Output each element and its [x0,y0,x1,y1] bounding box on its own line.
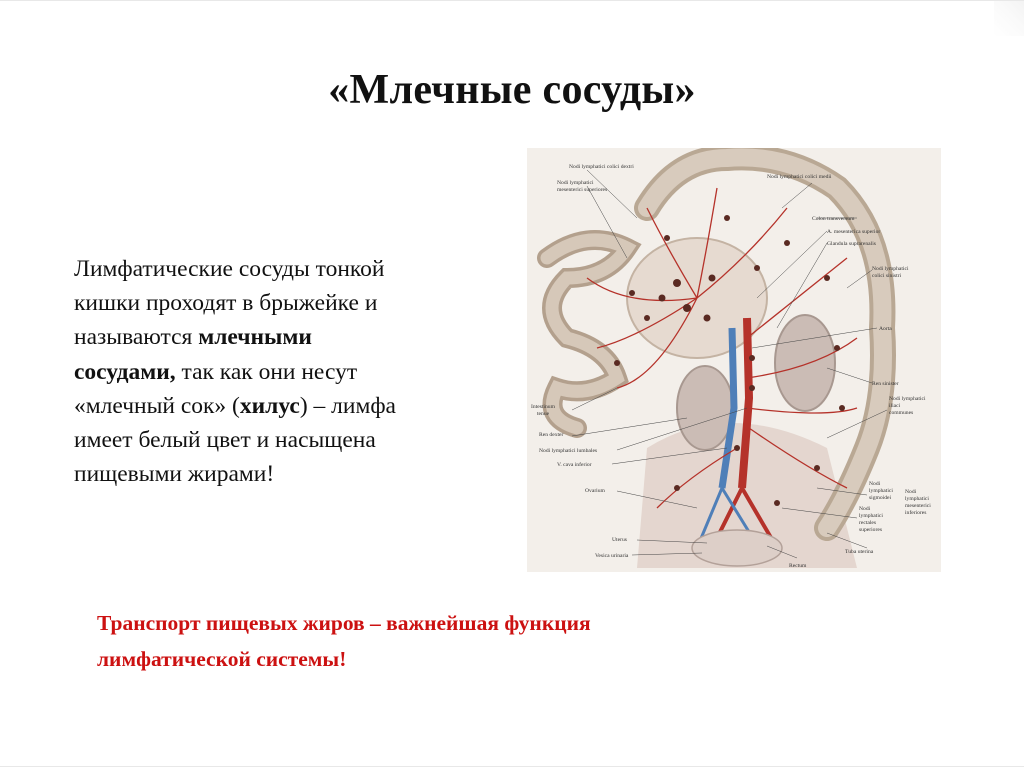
figure-label: inferiores [905,510,927,516]
figure-label: Nodi [859,506,871,512]
figure-label: lymphatici [869,488,893,494]
slide-title: «Млечные сосуды» [328,67,696,113]
slide-corner-shade [994,0,1024,36]
description-paragraph [74,252,514,491]
figure-label: Ovarium [585,488,605,494]
paragraph-line [74,389,514,423]
figure-label: lymphatici [905,496,929,502]
lymph-vessels-drawing [527,148,941,572]
figure-label: Nodi lymphatici [557,180,594,186]
highlight-line: Транспорт пищевых жиров – важнейшая функция [97,611,591,635]
paragraph-line [74,320,514,354]
figure-label: Nodi lymphatici lumbales [539,448,598,454]
top-edge-line [0,0,1024,1]
figure-label: Nodi [905,489,917,495]
bold-term: сосудами, [74,358,176,385]
figure-label: A. mesenterica superior [827,229,881,235]
bold-term: млечными [198,324,312,351]
right-kidney [677,366,733,450]
bold-term: хилус [239,392,300,419]
figure-label: superiores [859,527,882,533]
text-run: кишки проходят в брыжейке и [74,290,378,317]
figure-label: colici sinistri [872,273,902,279]
paragraph-line [74,286,514,320]
figure-label: Glandula suprarenalis [827,241,876,247]
figure-label: tenue [537,411,550,417]
figure-label: communes [889,410,914,416]
text-run: так как они несут [175,358,358,385]
highlight-statement [97,605,837,677]
figure-label: V. cava inferior [557,462,592,468]
left-kidney [775,315,835,411]
figure-label: Aorta [879,326,892,332]
figure-label: sigmoidei [869,495,892,501]
figure-label: Nodi [869,481,881,487]
anatomy-illustration [527,148,941,572]
figure-label: lymphatici [859,513,883,519]
figure-label: Nodi lymphatici colici medii [767,174,832,180]
figure-label: mesenterici superiores [557,187,608,193]
paragraph-line [74,457,514,491]
figure-label: mesenterici [905,503,931,509]
figure-label: Nodi lymphatici colici dextri [569,164,634,170]
figure-label: iliaci [889,403,901,409]
bladder [692,530,782,566]
text-run: имеет белый цвет и насыщена [74,427,376,454]
figure-label: Ren sinister [872,381,899,387]
figure-label: Uterus [612,537,627,543]
figure-label: Intestinum [531,404,555,410]
paragraph-line [74,423,514,457]
text-run: пищевыми жирами! [74,461,275,488]
figure-label: Nodi lymphatici [872,266,909,272]
figure-label: rectales [859,520,877,526]
figure-label: Tuba uterina [845,549,874,555]
text-run: «млечный сок» ( [74,392,240,419]
text-run: ) – лимфа [299,392,396,419]
paragraph-line [74,252,514,286]
figure-label: Ren dexter [539,432,564,438]
figure-label: Nodi lymphatici [889,396,926,402]
text-run: называются [74,324,199,351]
figure-label: Colon transversum [812,216,855,222]
paragraph-line [74,355,514,389]
highlight-line: лимфатической системы! [97,647,347,671]
text-run: Лимфатические сосуды тонкой [74,256,385,282]
figure-label: Rectum [789,563,807,569]
figure-label: Vesica urinaria [595,553,629,559]
